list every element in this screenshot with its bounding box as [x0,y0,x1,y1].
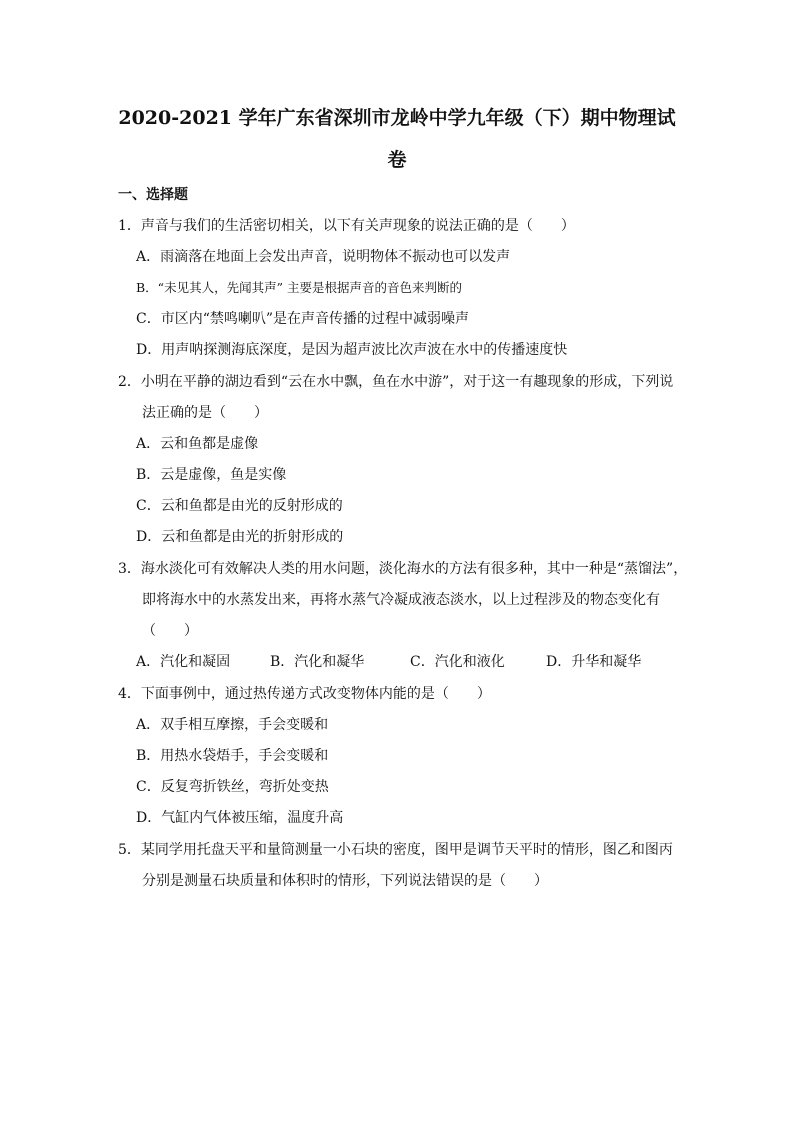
question-3-option-c: C．汽化和液化 [410,654,505,670]
question-2-option-a: A．云和鱼都是虚像 [136,436,259,452]
question-2-option-c: C．云和鱼都是由光的反射形成的 [136,498,343,514]
question-2-stem-line1: 2．小明在平静的湖边看到“云在水中飘，鱼在水中游”，对于这一有趣现象的形成，下列说 [118,374,674,390]
question-2-option-d: D．云和鱼都是由光的折射形成的 [136,529,344,545]
question-3-option-b: B．汽化和凝华 [270,654,365,670]
question-3-stem-line1: 3．海水淡化可有效解决人类的用水问题，淡化海水的方法有很多种，其中一种是“蒸馏法”， [118,561,688,577]
question-5-stem-line2: 分别是测量石块质量和体积时的情形，下列说法错误的是（ ） [142,873,548,889]
question-3-stem-line3: （ ） [142,623,198,639]
question-3-option-a: A．汽化和凝固 [136,654,231,670]
question-4-stem: 4．下面事例中，通过热传递方式改变物体内能的是（ ） [118,686,491,702]
question-5-stem-line1: 5．某同学用托盘天平和量筒测量一小石块的密度，图甲是调节天平时的情形，图乙和图丙 [118,842,673,858]
question-1-option-d: D．用声呐探测海底深度，是因为超声波比次声波在水中的传播速度快 [136,342,568,358]
question-3-option-d: D．升华和凝华 [546,654,642,670]
question-1-option-c: C．市区内“禁鸣喇叭”是在声音传播的过程中减弱噪声 [136,311,470,327]
question-4-option-a: A．双手相互摩擦，手会变暖和 [136,717,329,733]
question-4-option-d: D．气缸内气体被压缩，温度升高 [136,810,344,826]
question-4-option-c: C．反复弯折铁丝，弯折处变热 [136,779,329,795]
page-title-line2: 卷 [387,149,407,171]
question-1-stem: 1．声音与我们的生活密切相关，以下有关声现象的说法正确的是（ ） [118,218,575,234]
question-4-option-b: B．用热水袋焐手，手会变暖和 [136,748,329,764]
question-1-option-b: B．“未见其人，先闻其声” 主要是根据声音的音色来判断的 [136,280,462,295]
section-heading: 一、选择题 [118,187,188,203]
question-1-option-a: A．雨滴落在地面上会发出声音，说明物体不振动也可以发声 [136,249,511,265]
question-2-stem-line2: 法正确的是（ ） [142,405,268,421]
question-3-options-row [136,652,696,672]
question-3-stem-line2: 即将海水中的水蒸发出来，再将水蒸气冷凝成液态淡水，以上过程涉及的物态变化有 [142,592,660,608]
page-title-line1: 2020-2021 学年广东省深圳市龙岭中学九年级（下）期中物理试 [118,107,676,129]
question-2-option-b: B．云是虚像，鱼是实像 [136,467,287,483]
